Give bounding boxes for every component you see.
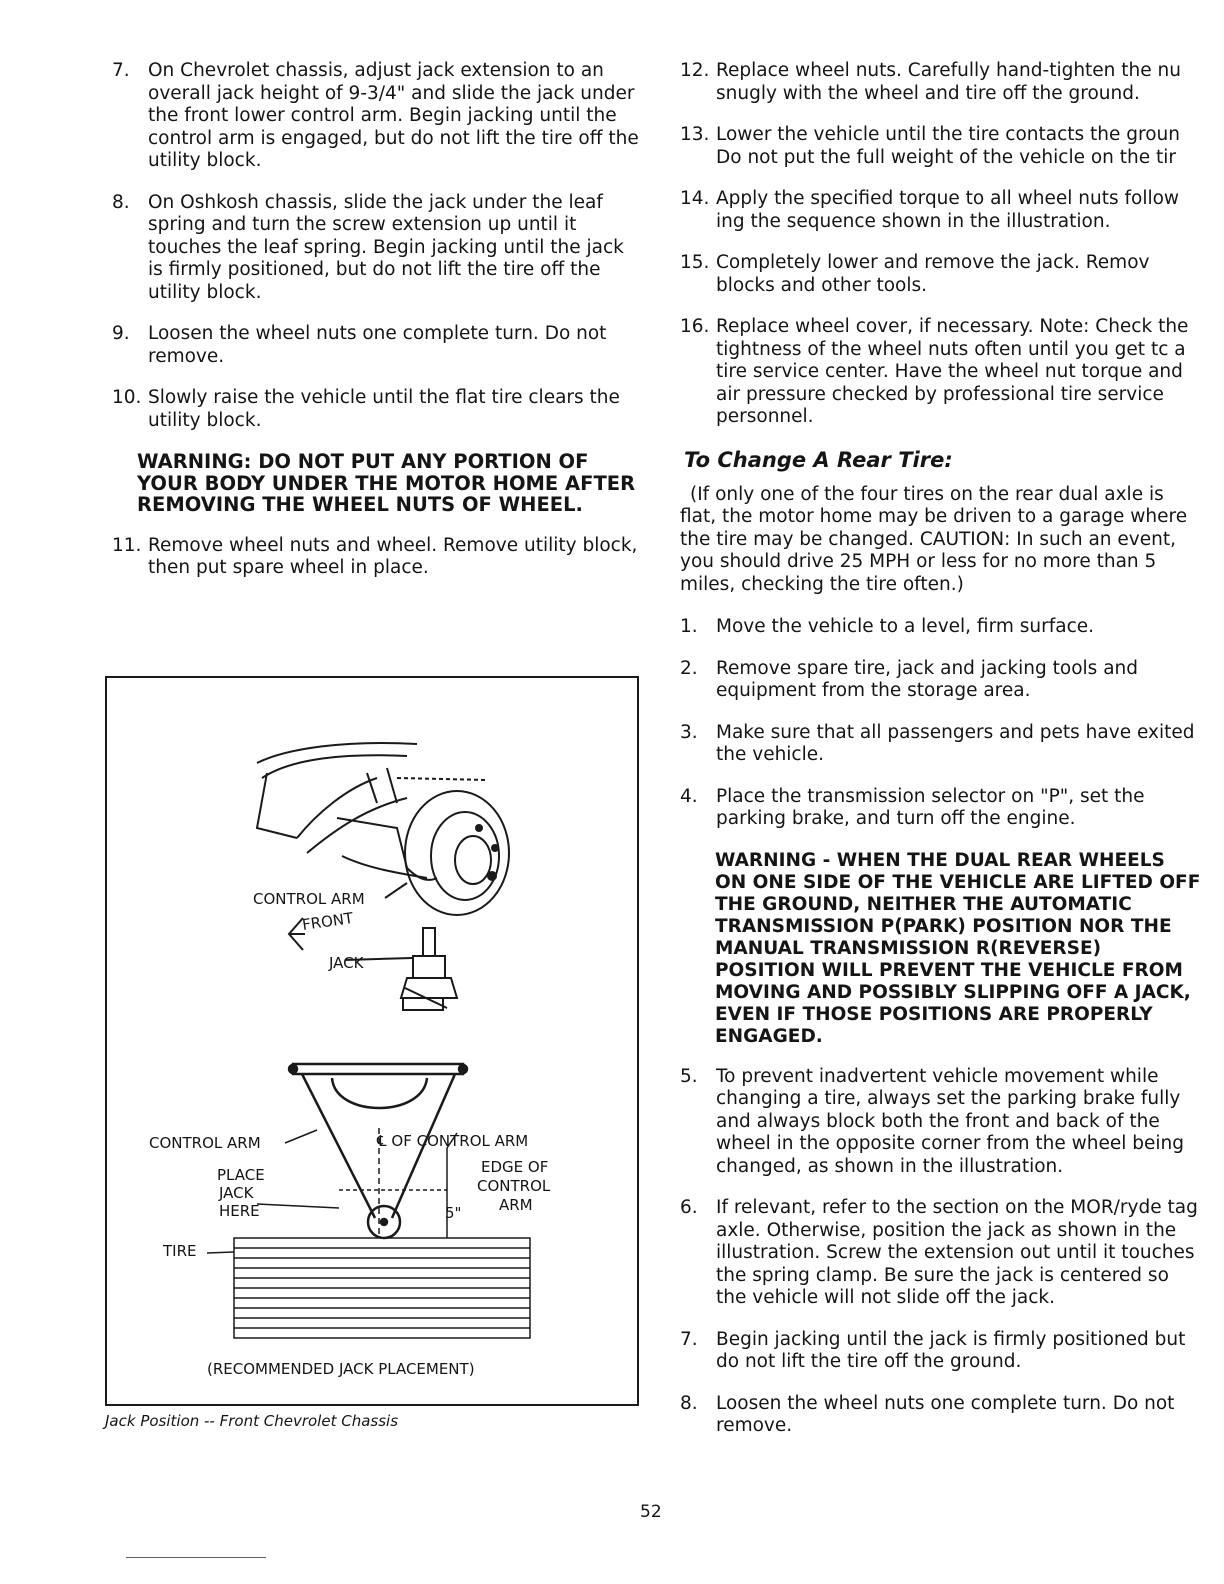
label-control: CONTROL — [477, 1177, 551, 1195]
right-column — [680, 60, 1202, 1457]
step-text: Replace wheel cover, if necessary. Note: Check the tightness of the wheel nuts often until you get tc a tire service center. Have the wheel nut torque and air pressure checked by professional tire service personnel. — [716, 316, 1189, 427]
rear-step-5 — [680, 1066, 1202, 1179]
rear-step-7 — [680, 1329, 1202, 1374]
step-text: Completely lower and remove the jack. Remov blocks and other tools. — [716, 252, 1150, 296]
step-number: 1. — [680, 616, 698, 637]
step-text: Loosen the wheel nuts one complete turn. Do not remove. — [148, 323, 607, 367]
rear-tire-intro: (If only one of the four tires on the rear dual axle is flat, the motor home may be driven to a garage where the tire may be changed. CAUTION: In such an event, you should drive 25 MPH or less for no more than 5 miles, checking the tire often.) — [680, 483, 1188, 595]
label-arm: ARM — [499, 1196, 533, 1214]
step-16 — [680, 316, 1202, 429]
step-number: 13. — [680, 124, 710, 145]
step-text: If relevant, refer to the section on the MOR/ryde tag axle. Otherwise, position the jack as shown in the illustration. Screw the extension out until it touches the spring clamp. Be sure the jack is centered so the vehicle will not slide off the jack. — [716, 1197, 1198, 1308]
step-11 — [112, 535, 642, 580]
step-number: 3. — [680, 721, 698, 743]
jack-position-figure — [105, 676, 639, 1406]
rear-step-8 — [680, 1393, 1202, 1438]
step-text: On Oshkosh chassis, slide the jack under the leaf spring and turn the screw extension up until it touches the leaf spring. Begin jacking until the jack is firmly positioned, but do not lift the tire off the utility block. — [148, 191, 624, 303]
rear-step-4 — [680, 786, 1202, 831]
step-text: Replace wheel nuts. Carefully hand-tighten the nu snugly with the wheel and tire off the ground. — [716, 60, 1181, 104]
step-number: 9. — [112, 323, 130, 344]
label-centerline-control-arm: ℄ OF CONTROL ARM — [377, 1132, 529, 1150]
footer-rule — [126, 1557, 266, 1558]
label-recommended-placement: (RECOMMENDED JACK PLACEMENT) — [207, 1360, 475, 1378]
label-edge-of: EDGE OF — [481, 1158, 549, 1176]
label-here: HERE — [219, 1202, 260, 1220]
a-arm-drawing — [289, 1064, 467, 1238]
step-number: 16. — [680, 316, 710, 337]
step-number: 7. — [680, 1328, 698, 1350]
step-15 — [680, 252, 1202, 297]
label-distance: 5" — [445, 1204, 462, 1222]
step-14 — [680, 188, 1202, 233]
body-warning: WARNING: DO NOT PUT ANY PORTION OF YOUR BODY UNDER THE MOTOR HOME AFTER REMOVING THE WHEEL NUTS OF WHEEL. — [137, 450, 636, 516]
label-place: PLACE — [217, 1166, 265, 1184]
step-text: Slowly raise the vehicle until the flat tire clears the utility block. — [148, 387, 620, 431]
step-text: Lower the vehicle until the tire contacts the groun Do not put the full weight of the vehicle on the tir — [716, 124, 1180, 168]
suspension-drawing — [257, 743, 509, 1010]
step-8 — [112, 192, 642, 305]
label-control-arm-top: CONTROL ARM — [253, 890, 365, 908]
jack-illustration — [107, 678, 637, 1404]
step-12 — [680, 60, 1202, 105]
step-13 — [680, 124, 1202, 169]
step-text: Make sure that all passengers and pets have exited the vehicle. — [716, 721, 1195, 765]
dual-wheel-warning: WARNING - WHEN THE DUAL REAR WHEELS ON ONE SIDE OF THE VEHICLE ARE LIFTED OFF THE GROUND, NEITHER THE AUTOMATIC TRANSMISSION P(PARK) POSITION NOR THE MANUAL TRANSMISSION R(REVERSE) POSITION WILL PREVENT THE VEHICLE FROM MOVING AND POSSIBLY SLIPPING OFF A JACK, EVEN IF THOSE POSITIONS ARE PROPERLY ENGAGED. — [715, 849, 1201, 1047]
label-jack: JACK — [329, 954, 364, 972]
step-text: Move the vehicle to a level, firm surface. — [716, 616, 1095, 637]
step-10 — [112, 387, 642, 432]
figure-caption: Jack Position -- Front Chevrolet Chassis — [105, 1412, 399, 1430]
step-number: 10. — [112, 387, 142, 408]
rear-tire-heading: To Change A Rear Tire: — [684, 447, 953, 472]
step-number: 11. — [112, 534, 142, 556]
rear-step-6 — [680, 1197, 1202, 1310]
page-number: 52 — [640, 1502, 662, 1522]
step-text: Apply the specified torque to all wheel nuts follow ing the sequence shown in the illustration. — [716, 188, 1180, 232]
step-7 — [112, 60, 642, 173]
label-control-arm-left: CONTROL ARM — [149, 1134, 261, 1152]
step-number: 8. — [112, 191, 130, 213]
step-text: Loosen the wheel nuts one complete turn. Do not remove. — [716, 1392, 1175, 1436]
step-number: 12. — [680, 60, 710, 81]
step-number: 5. — [680, 1065, 698, 1087]
step-text: Remove wheel nuts and wheel. Remove utility block, then put spare wheel in place. — [148, 534, 638, 578]
step-number: 8. — [680, 1392, 698, 1414]
step-number: 2. — [680, 657, 698, 679]
rear-step-1 — [680, 616, 1202, 639]
label-tire: TIRE — [163, 1242, 197, 1260]
step-number: 7. — [112, 60, 130, 81]
step-text: Begin jacking until the jack is firmly positioned but do not lift the tire off the ground. — [716, 1328, 1186, 1372]
rear-step-3 — [680, 722, 1202, 767]
step-text: Place the transmission selector on "P", set the parking brake, and turn off the engine. — [716, 785, 1145, 829]
step-text: Remove spare tire, jack and jacking tools and equipment from the storage area. — [716, 657, 1139, 701]
rear-step-2 — [680, 658, 1202, 703]
step-number: 15. — [680, 252, 710, 273]
step-9 — [112, 323, 642, 368]
step-number: 14. — [680, 188, 710, 209]
label-jack-word: JACK — [219, 1184, 254, 1202]
step-number: 4. — [680, 785, 698, 807]
left-column — [112, 60, 642, 599]
step-number: 6. — [680, 1197, 698, 1218]
step-text: On Chevrolet chassis, adjust jack extension to an overall jack height of 9-3/4" and slide the jack under the front lower control arm. Begin jacking until the control arm is engaged, but do not lift the tire off the utility block. — [148, 60, 639, 171]
step-text: To prevent inadvertent vehicle movement while changing a tire, always set the parking brake fully and always block both the front and back of the wheel in the opposite corner from the wheel being changed, as shown in the illustration. — [716, 1065, 1184, 1177]
label-front: FRONT — [301, 909, 355, 934]
